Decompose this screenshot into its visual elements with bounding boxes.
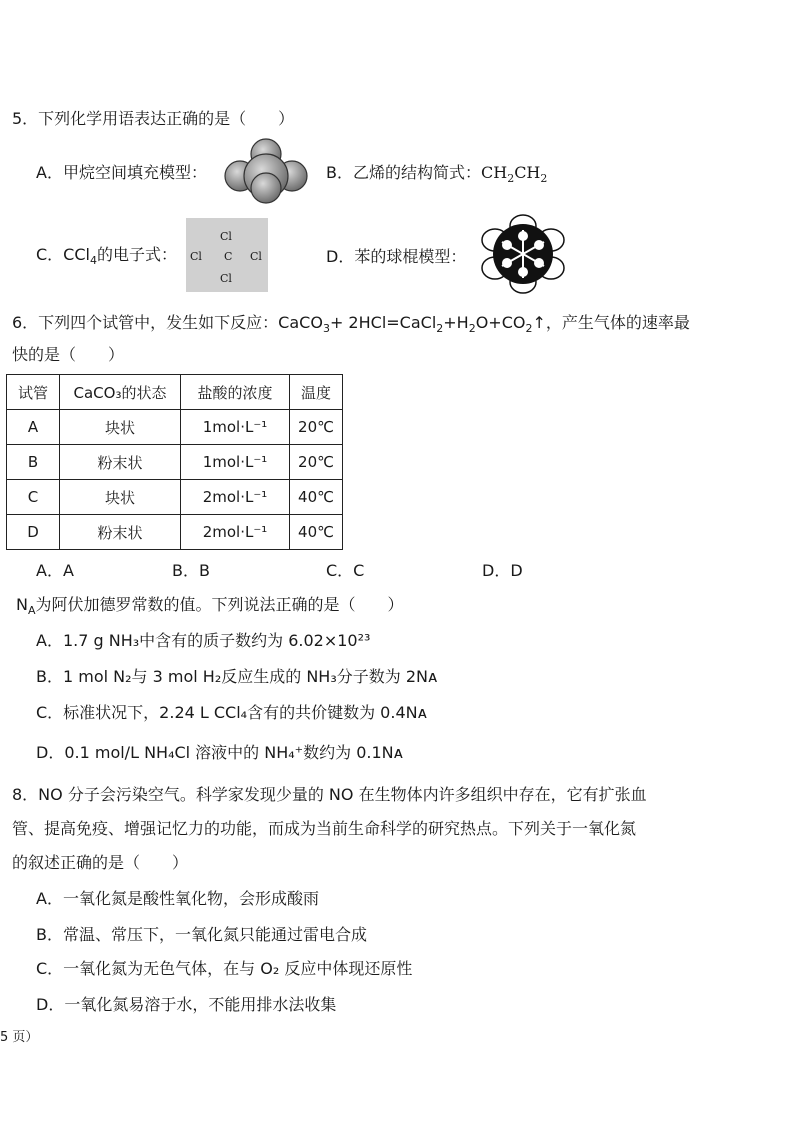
q5-option-d: D．苯的球棍模型： <box>326 247 467 266</box>
methane-space-filling-model <box>224 136 308 204</box>
table-row <box>7 480 343 515</box>
q8-option-b: B．常温、常压下，一氧化氮只能通过雷电合成 <box>36 925 367 944</box>
table-cell: 20℃ <box>290 445 343 480</box>
cl-atom-left: Cl <box>190 250 202 263</box>
table-cell: 20℃ <box>290 410 343 445</box>
cl-atom-top: Cl <box>220 230 232 243</box>
table-header: CaCO₃的状态 <box>60 375 181 410</box>
table-cell: D <box>7 515 60 550</box>
table-header: 温度 <box>290 375 343 410</box>
q5-option-b-label: B．乙烯的结构简式： <box>326 163 481 182</box>
q5-option-b <box>326 162 547 190</box>
q6-stem-line2: 快的是（ ） <box>12 345 125 364</box>
q7-option-a: A．1.7 g NH₃中含有的质子数约为 6.02×10²³ <box>36 631 371 650</box>
q6-option-d: D．D <box>482 561 523 580</box>
table-header: 试管 <box>7 375 60 410</box>
cl-atom-right: Cl <box>250 250 262 263</box>
page-footer: 5 页） <box>0 1030 39 1045</box>
table-cell: 1mol·L⁻¹ <box>181 445 290 480</box>
q8-option-d: D．一氧化氮易溶于水，不能用排水法收集 <box>36 995 337 1014</box>
table-cell: A <box>7 410 60 445</box>
table-cell: 1mol·L⁻¹ <box>181 410 290 445</box>
benzene-ball-stick-model <box>478 212 568 296</box>
table-cell: 块状 <box>60 410 181 445</box>
cl-atom-bottom: Cl <box>220 272 232 285</box>
q7-option-c: C．标准状况下，2.24 L CCl₄含有的共价键数为 0.4Nᴀ <box>36 703 428 722</box>
table-cell: 40℃ <box>290 515 343 550</box>
table-cell: 块状 <box>60 480 181 515</box>
q5-option-c: C．CCl$_4$的电子式： <box>36 245 177 268</box>
table-header: 盐酸的浓度 <box>181 375 290 410</box>
table-cell: B <box>7 445 60 480</box>
q8-option-c: C．一氧化氮为无色气体，在与 O₂ 反应中体现还原性 <box>36 959 413 978</box>
table-cell: 2mol·L⁻¹ <box>181 480 290 515</box>
table-cell: 40℃ <box>290 480 343 515</box>
ccl4-electron-formula <box>186 218 268 292</box>
c-atom-center: C <box>224 250 233 263</box>
q6-option-b: B．B <box>172 561 210 580</box>
q8-stem-line2: 管、提高免疫、增强记忆力的功能，而成为当前生命科学的研究热点。下列关于一氧化氮 <box>12 819 637 838</box>
table-cell: 粉末状 <box>60 515 181 550</box>
q8-stem-line3: 的叙述正确的是（ ） <box>12 853 189 872</box>
table-header-row <box>7 375 343 410</box>
ethylene-formula: $CH_2CH_2$ <box>480 163 548 186</box>
table-row <box>7 515 343 550</box>
q7-option-b: B．1 mol N₂与 3 mol H₂反应生成的 NH₃分子数为 2Nᴀ <box>36 667 438 686</box>
q5-option-a: A．甲烷空间填充模型： <box>36 163 207 182</box>
q6-option-a: A．A <box>36 561 74 580</box>
reaction-conditions-table <box>6 374 343 550</box>
q8-stem-line1: 8．NO 分子会污染空气。科学家发现少量的 NO 在生物体内许多组织中存在，它有扩张血 <box>12 785 647 804</box>
q6-stem-line1: 6．下列四个试管中，发生如下反应：CaCO$_3$+ $2HCl=CaCl_2+H_2O+CO_2↑$，产生气体的速率最 <box>12 313 690 336</box>
q6-option-c: C．C <box>326 561 365 580</box>
table-cell: 粉末状 <box>60 445 181 480</box>
q8-option-a: A．一氧化氮是酸性氧化物，会形成酸雨 <box>36 889 319 908</box>
table-row <box>7 410 343 445</box>
table-row <box>7 445 343 480</box>
table-cell: 2mol·L⁻¹ <box>181 515 290 550</box>
table-cell: C <box>7 480 60 515</box>
q7-stem: $N_A$为阿伏加德罗常数的值。下列说法正确的是（ ） <box>16 595 404 618</box>
q5-stem: 5．下列化学用语表达正确的是（ ） <box>12 109 295 128</box>
q7-option-d: D．0.1 mol/L NH₄Cl 溶液中的 NH₄⁺数约为 0.1Nᴀ <box>36 743 404 762</box>
